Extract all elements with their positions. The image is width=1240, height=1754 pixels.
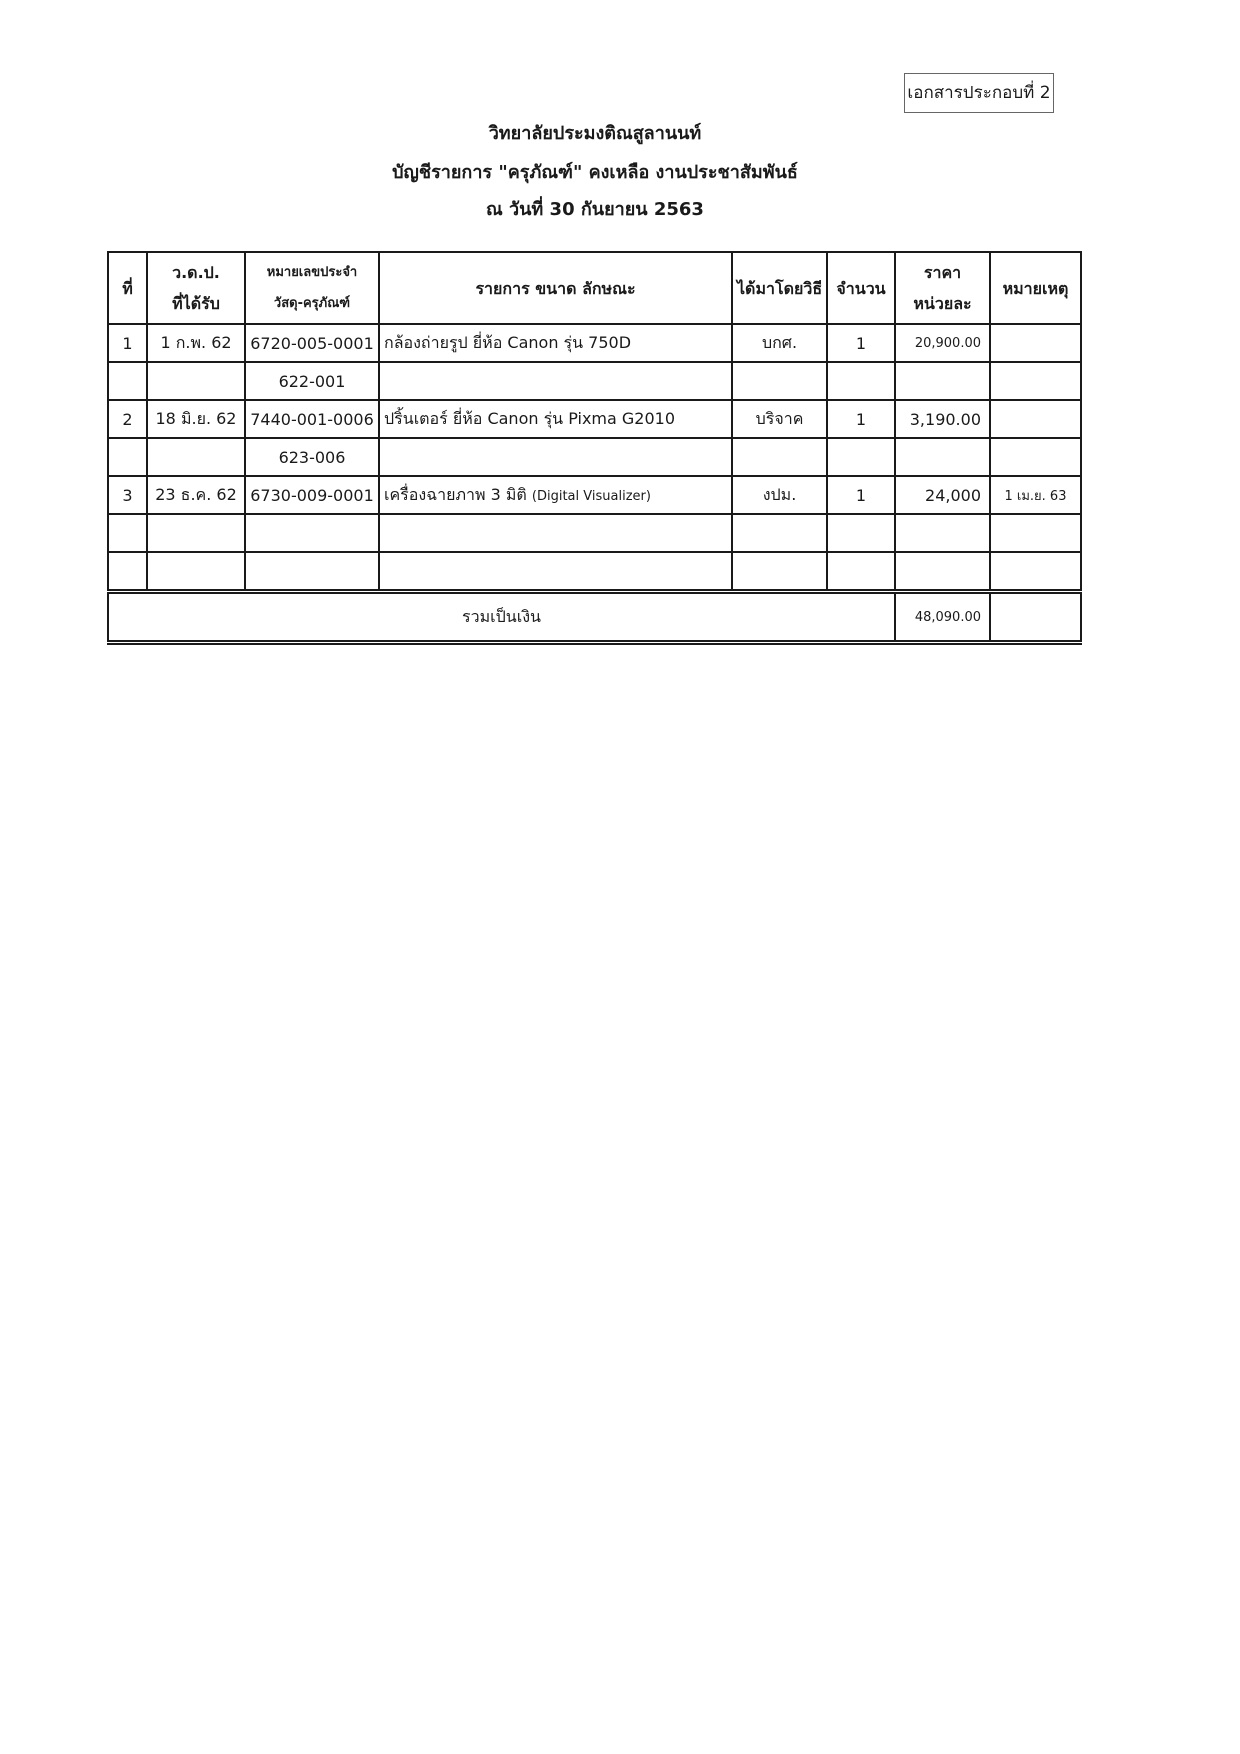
header-date-line2: ที่ได้รับ: [172, 294, 220, 313]
inventory-title: บัญชีรายการ "ครุภัณฑ์" คงเหลือ งานประชาสัมพันธ์: [392, 162, 798, 183]
header-price: [895, 252, 990, 324]
cell-note: [990, 514, 1081, 552]
cell-description: [379, 438, 732, 476]
cell-description: [379, 324, 732, 362]
table-row: [108, 438, 1081, 476]
table-row: [108, 400, 1081, 438]
header-price-line2: หน่วยละ: [913, 294, 972, 313]
table-header-row: [108, 252, 1081, 324]
header-no: ที่: [108, 252, 147, 324]
cell-no: [108, 514, 147, 552]
cell-note: [990, 400, 1081, 438]
cell-method: [732, 514, 827, 552]
cell-price: 24,000: [895, 476, 990, 514]
cell-quantity: 1: [827, 324, 895, 362]
description-text: กล้องถ่ายรูป ยี่ห้อ Canon รุ่น 750D: [384, 332, 632, 352]
cell-date: 1 ก.พ. 62: [147, 324, 245, 362]
cell-method: บริจาค: [732, 400, 827, 438]
cell-code: [245, 552, 379, 592]
cell-quantity: [827, 362, 895, 400]
header-date: [147, 252, 245, 324]
cell-no: [108, 552, 147, 592]
cell-note: [990, 438, 1081, 476]
cell-no: 1: [108, 324, 147, 362]
cell-date: 18 มิ.ย. 62: [147, 400, 245, 438]
description-text: เครื่องฉายภาพ 3 มิติ: [384, 484, 527, 504]
total-label: รวมเป็นเงิน: [108, 592, 895, 643]
college-name: วิทยาลัยประมงติณสูลานนท์: [488, 123, 702, 144]
cell-price: 20,900.00: [895, 324, 990, 362]
cell-note: 1 เม.ย. 63: [990, 476, 1081, 514]
header-note: หมายเหตุ: [990, 252, 1081, 324]
cell-code: 7440-001-0006: [245, 400, 379, 438]
cell-note: [990, 324, 1081, 362]
cell-description: [379, 362, 732, 400]
header-code-line2: วัสดุ-ครุภัณฑ์: [273, 296, 351, 311]
cell-description: [379, 400, 732, 438]
cell-no: [108, 362, 147, 400]
cell-code: 6730-009-0001: [245, 476, 379, 514]
header-code: [245, 252, 379, 324]
cell-code: 6720-005-0001: [245, 324, 379, 362]
cell-no: [108, 438, 147, 476]
cell-description: [379, 476, 732, 514]
cell-note: [990, 552, 1081, 592]
cell-description: [379, 552, 732, 592]
total-note: [990, 592, 1081, 643]
cell-no: 2: [108, 400, 147, 438]
cell-price: 3,190.00: [895, 400, 990, 438]
total-value: 48,090.00: [895, 592, 990, 643]
document-attachment-label: เอกสารประกอบที่ 2: [904, 73, 1054, 113]
cell-code: [245, 514, 379, 552]
header-date-line1: ว.ด.ป.: [172, 263, 220, 282]
cell-code: 623-006: [245, 438, 379, 476]
description-text: ปริ้นเตอร์ ยี่ห้อ Canon รุ่น Pixma G2010: [384, 408, 676, 428]
table-row: [108, 476, 1081, 514]
cell-no: 3: [108, 476, 147, 514]
header-price-line1: ราคา: [923, 263, 962, 282]
description-subtext: (Digital Visualizer): [531, 488, 651, 504]
table-row: [108, 552, 1081, 592]
cell-method: [732, 362, 827, 400]
cell-method: งปม.: [732, 476, 827, 514]
cell-price: [895, 552, 990, 592]
cell-date: [147, 552, 245, 592]
cell-note: [990, 362, 1081, 400]
table-row: [108, 362, 1081, 400]
cell-description: [379, 514, 732, 552]
cell-price: [895, 438, 990, 476]
cell-method: [732, 552, 827, 592]
cell-quantity: [827, 438, 895, 476]
cell-code: 622-001: [245, 362, 379, 400]
total-row: [108, 592, 1081, 643]
cell-price: [895, 362, 990, 400]
inventory-table: [107, 251, 1082, 645]
table-row: [108, 514, 1081, 552]
cell-quantity: [827, 514, 895, 552]
cell-quantity: 1: [827, 476, 895, 514]
cell-date: [147, 438, 245, 476]
inventory-date: ณ วันที่ 30 กันยายน 2563: [486, 199, 704, 220]
cell-quantity: [827, 552, 895, 592]
header-description: รายการ ขนาด ลักษณะ: [379, 252, 732, 324]
cell-quantity: 1: [827, 400, 895, 438]
cell-method: [732, 438, 827, 476]
cell-date: [147, 362, 245, 400]
cell-date: 23 ธ.ค. 62: [147, 476, 245, 514]
header-code-line1: หมายเลขประจำ: [266, 265, 358, 280]
header-method: ได้มาโดยวิธี: [732, 252, 827, 324]
cell-price: [895, 514, 990, 552]
header-quantity: จำนวน: [827, 252, 895, 324]
cell-method: บกศ.: [732, 324, 827, 362]
table-row: [108, 324, 1081, 362]
cell-date: [147, 514, 245, 552]
